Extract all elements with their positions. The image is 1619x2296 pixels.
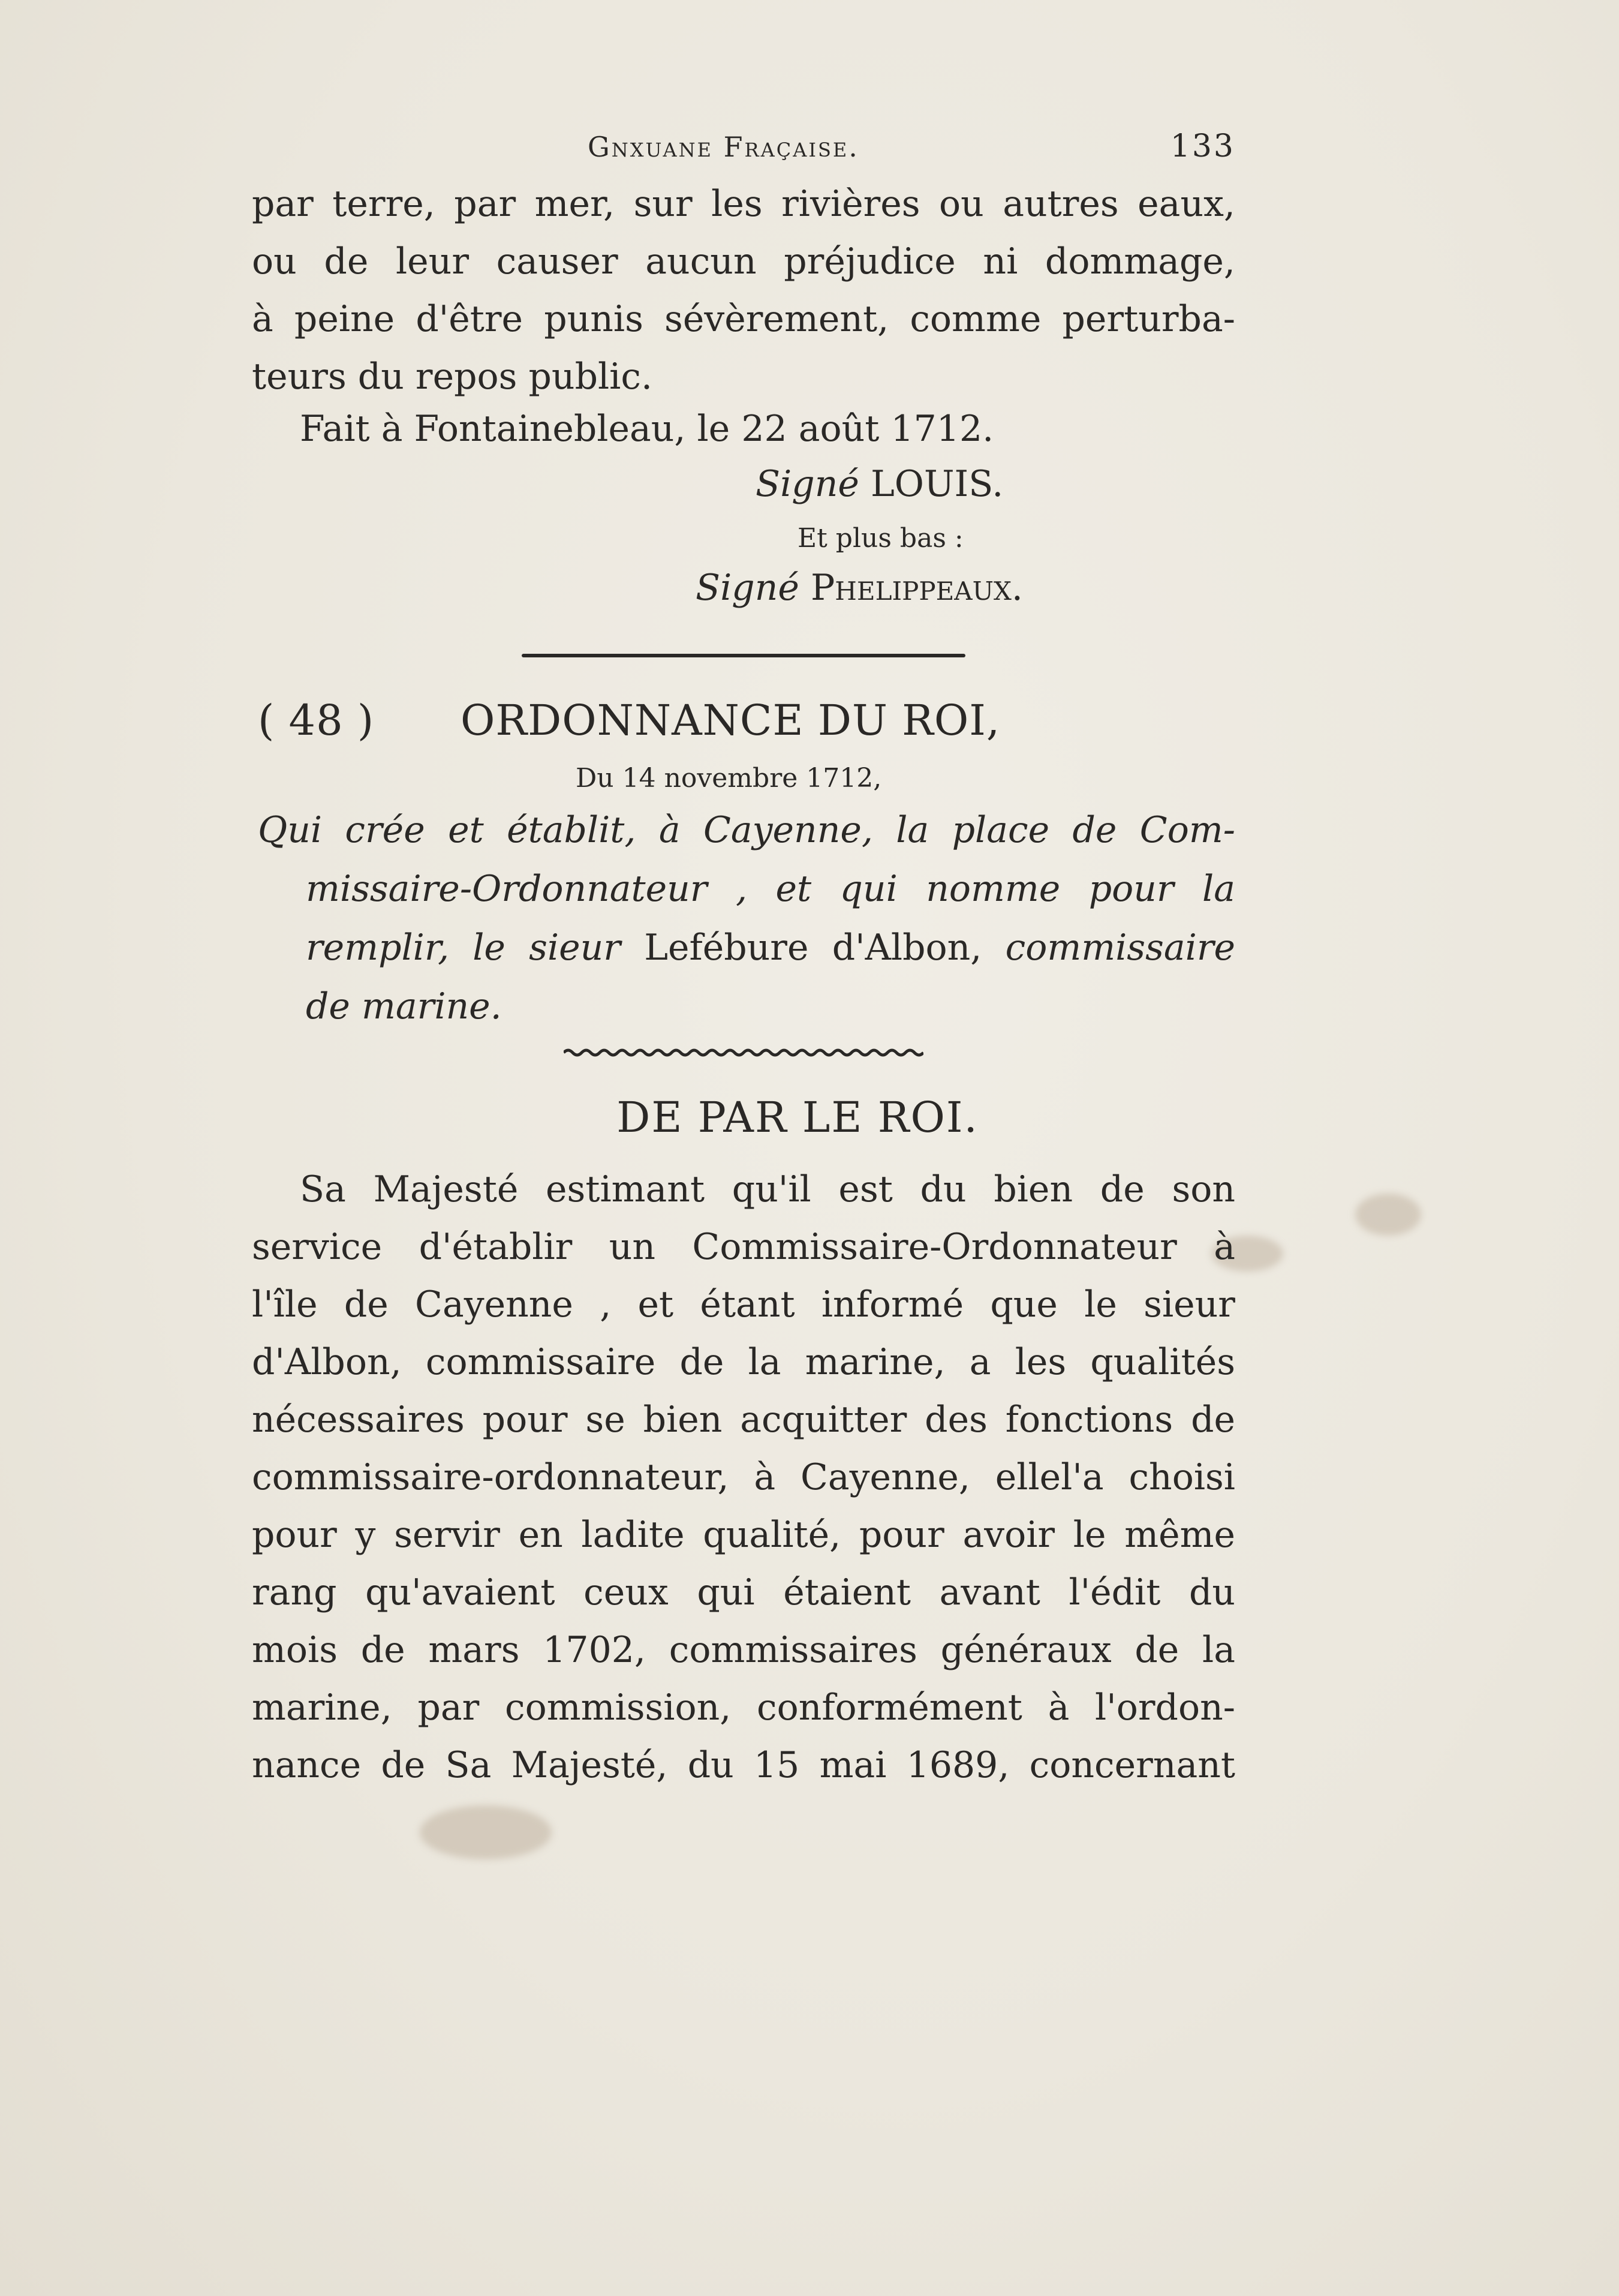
desc-fragment: remplir, le sieur (306, 927, 621, 969)
text-line: nécessaires pour se bien acquitter des fonctions de (252, 1399, 1235, 1441)
desc-line (258, 918, 1235, 977)
signature-louis (756, 463, 1003, 505)
text-line: d'Albon, commissaire de la marine, a les qualités (252, 1341, 1235, 1383)
desc-fragment: commissaire (1005, 927, 1236, 969)
ordonnance-title: ORDONNANCE DU ROI, (461, 696, 1001, 745)
text-line: par terre, par mer, sur les rivières ou autres eaux, (252, 183, 1235, 225)
text-line: commissaire-ordonnateur, à Cayenne, ellel'a choisi (252, 1456, 1235, 1498)
de-par-le-roi-text: DE PAR LE ROI. (616, 1093, 979, 1142)
section-divider (522, 654, 965, 657)
text-line: l'île de Cayenne , et étant informé que le sieur (252, 1284, 1235, 1326)
foxing-stain (1355, 1194, 1421, 1236)
desc-line: Qui crée et établit, à Cayenne, la place de Com- (258, 809, 1235, 851)
text-line: ou de leur causer aucun préjudice ni dommage, (252, 241, 1235, 283)
text-line: marine, par commission, conformément à l'ordon- (252, 1687, 1235, 1729)
person-name: Lefébure d'Albon, (644, 927, 982, 969)
ordonnance-date: Du 14 novembre 1712, (576, 763, 882, 794)
text-line: rang qu'avaient ceux qui étaient avant l'édit du (252, 1571, 1235, 1613)
running-title: Gnxuane Fraçaise. (588, 131, 859, 163)
previous-text (252, 175, 1235, 405)
text-line: nance de Sa Majesté, du 15 mai 1689, concernant (252, 1744, 1235, 1786)
main-text (252, 1161, 1235, 1794)
ordonnance-number: ( 48 ) (258, 696, 375, 745)
text-line: service d'établir un Commissaire-Ordonnateur à (252, 1226, 1235, 1268)
fait-line: Fait à Fontainebleau, le 22 août 1712. (300, 408, 994, 450)
signe-label: Signé (696, 567, 799, 609)
text-line: à peine d'être punis sévèrement, comme perturba- (252, 298, 1235, 340)
signature-phelippeaux (696, 567, 1023, 609)
ordonnance-description (258, 801, 1235, 1036)
page-header (252, 128, 1235, 170)
plus-bas-note: Et plus bas : (798, 523, 964, 554)
signature-name: Phelippeaux. (810, 567, 1023, 609)
desc-line: de marine. (306, 985, 502, 1027)
page-number: 133 (1170, 128, 1235, 164)
desc-line: missaire-Ordonnateur , et qui nomme pour la (306, 868, 1235, 910)
signature-name: LOUIS. (870, 463, 1004, 505)
text-line: mois de mars 1702, commissaires généraux de la (252, 1629, 1235, 1671)
text-line: teurs du repos public. (252, 356, 653, 398)
ornamental-divider (564, 1047, 923, 1059)
signe-label: Signé (756, 463, 859, 505)
foxing-stain (420, 1805, 552, 1859)
text-line: Sa Majesté estimant qu'il est du bien de son (300, 1168, 1235, 1210)
de-par-le-roi-heading (0, 1093, 1619, 1142)
text-line: pour y servir en ladite qualité, pour avoir le même (252, 1514, 1235, 1556)
